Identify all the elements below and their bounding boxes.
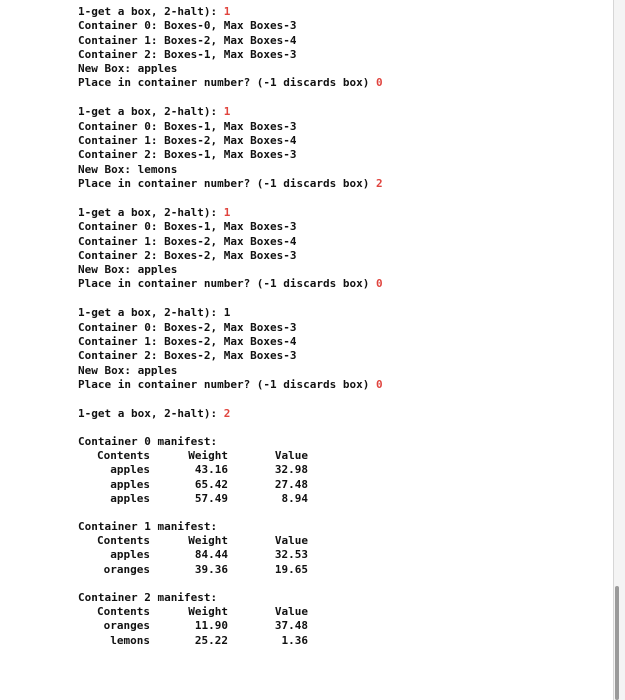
manifest-title-text: Container 0 manifest: xyxy=(78,434,218,448)
table-cell: apples xyxy=(110,548,150,562)
table-cell: 19.65 xyxy=(274,562,308,576)
container-status-text: Container 1: Boxes-2, Max Boxes-4 xyxy=(78,335,297,348)
container-status-text: Container 0: Boxes-0, Max Boxes-3 xyxy=(78,19,297,33)
blank-line xyxy=(78,421,598,435)
manifest-block xyxy=(78,520,598,577)
new-box-text: New Box: apples xyxy=(78,62,178,76)
new-box-text: New Box: apples xyxy=(78,363,178,377)
container-status-text: Container 0: Boxes-1, Max Boxes-3 xyxy=(78,119,297,133)
column-header: Contents xyxy=(97,534,150,548)
menu-prompt-text: 1-get a box, 2-halt): xyxy=(78,105,224,119)
place-answer-input: 0 xyxy=(376,76,383,90)
table-cell: 8.94 xyxy=(281,491,308,505)
place-answer-input: 0 xyxy=(376,377,383,391)
table-row xyxy=(78,634,598,648)
container-status-line xyxy=(78,134,598,148)
menu-prompt-line xyxy=(78,105,598,119)
manifest-block xyxy=(78,435,598,506)
menu-prompt-line xyxy=(78,306,598,320)
table-cell: apples xyxy=(110,463,150,477)
container-status-text: Container 2: Boxes-1, Max Boxes-3 xyxy=(78,148,297,162)
table-cell: 37.48 xyxy=(274,619,308,633)
table-cell: oranges xyxy=(103,562,150,576)
place-answer-input: 2 xyxy=(376,176,383,190)
container-status-line xyxy=(78,321,598,335)
blank-line xyxy=(78,577,598,591)
place-prompt-line xyxy=(78,76,598,90)
new-box-line xyxy=(78,62,598,76)
table-cell: 1.36 xyxy=(281,633,308,647)
final-choice-input: 2 xyxy=(223,406,231,420)
container-status-text: Container 2: Boxes-2, Max Boxes-3 xyxy=(78,248,297,262)
menu-choice-input: 1 xyxy=(223,105,231,119)
blank-line xyxy=(78,648,598,662)
table-cell: 27.48 xyxy=(274,477,308,491)
console-output xyxy=(78,0,598,662)
container-status-line xyxy=(78,19,598,33)
menu-prompt-line xyxy=(78,206,598,220)
manifest-title-text: Container 1 manifest: xyxy=(78,519,218,533)
table-cell: apples xyxy=(110,491,150,505)
vertical-scrollbar-thumb[interactable] xyxy=(615,586,619,700)
place-prompt-line xyxy=(78,378,598,392)
column-header: Contents xyxy=(97,605,150,619)
menu-prompt-text: 1-get a box, 2-halt): xyxy=(78,306,224,320)
menu-prompt-text: 1-get a box, 2-halt): xyxy=(78,205,224,219)
menu-choice-input: 1 xyxy=(223,205,231,219)
new-box-line xyxy=(78,263,598,277)
place-prompt-text: Place in container number? (-1 discards box) xyxy=(78,377,377,391)
final-prompt-text: 1-get a box, 2-halt): xyxy=(78,406,224,420)
table-cell: 84.44 xyxy=(194,548,228,562)
table-cell: 65.42 xyxy=(194,477,228,491)
table-cell: 11.90 xyxy=(194,619,228,633)
manifest-header-row xyxy=(78,449,598,463)
menu-prompt-text: 1-get a box, 2-halt): xyxy=(78,5,224,18)
table-row xyxy=(78,548,598,562)
container-status-line xyxy=(78,335,598,349)
blank-line xyxy=(78,506,598,520)
column-header: Value xyxy=(274,605,308,619)
container-status-text: Container 2: Boxes-1, Max Boxes-3 xyxy=(78,47,297,61)
final-prompt-line xyxy=(78,407,598,421)
new-box-text: New Box: apples xyxy=(78,263,178,277)
column-header: Value xyxy=(274,448,308,462)
container-status-line xyxy=(78,220,598,234)
menu-prompt-line xyxy=(78,5,598,19)
menu-choice-input: 1 xyxy=(223,5,231,18)
table-cell: 32.53 xyxy=(274,548,308,562)
table-row xyxy=(78,619,598,633)
table-cell: 57.49 xyxy=(194,491,228,505)
manifest-title xyxy=(78,520,598,534)
container-status-text: Container 1: Boxes-2, Max Boxes-4 xyxy=(78,234,297,248)
column-header: Weight xyxy=(188,448,228,462)
table-row xyxy=(78,492,598,506)
blank-line xyxy=(78,191,598,206)
place-prompt-text: Place in container number? (-1 discards box) xyxy=(78,176,377,190)
container-status-line xyxy=(78,148,598,162)
table-row xyxy=(78,463,598,477)
container-status-line xyxy=(78,249,598,263)
place-answer-input: 0 xyxy=(376,277,383,291)
container-status-line xyxy=(78,48,598,62)
table-cell: apples xyxy=(110,477,150,491)
container-status-text: Container 2: Boxes-2, Max Boxes-3 xyxy=(78,349,297,363)
menu-choice-input: 1 xyxy=(223,306,231,320)
container-status-text: Container 1: Boxes-2, Max Boxes-4 xyxy=(78,33,297,47)
container-status-line xyxy=(78,349,598,363)
container-status-text: Container 0: Boxes-1, Max Boxes-3 xyxy=(78,220,297,234)
manifest-header-row xyxy=(78,534,598,548)
table-cell: 32.98 xyxy=(274,463,308,477)
place-prompt-line xyxy=(78,277,598,291)
table-cell: lemons xyxy=(110,633,150,647)
place-prompt-text: Place in container number? (-1 discards box) xyxy=(78,76,377,90)
place-prompt-text: Place in container number? (-1 discards box) xyxy=(78,277,377,291)
container-status-text: Container 1: Boxes-2, Max Boxes-4 xyxy=(78,134,297,148)
manifest-title-text: Container 2 manifest: xyxy=(78,590,218,604)
table-row xyxy=(78,478,598,492)
blank-line xyxy=(78,91,598,106)
container-status-line xyxy=(78,235,598,249)
table-cell: 25.22 xyxy=(194,633,228,647)
column-header: Contents xyxy=(97,448,150,462)
manifest-block xyxy=(78,591,598,648)
manifest-title xyxy=(78,591,598,605)
container-status-line xyxy=(78,34,598,48)
table-cell: 43.16 xyxy=(194,463,228,477)
table-cell: oranges xyxy=(103,619,150,633)
place-prompt-line xyxy=(78,177,598,191)
blank-line xyxy=(78,392,598,407)
manifest-header-row xyxy=(78,605,598,619)
container-status-text: Container 0: Boxes-2, Max Boxes-3 xyxy=(78,320,297,334)
blank-line xyxy=(78,292,598,307)
container-status-line xyxy=(78,120,598,134)
table-row xyxy=(78,563,598,577)
manifest-title xyxy=(78,435,598,449)
new-box-text: New Box: lemons xyxy=(78,162,178,176)
column-header: Value xyxy=(274,534,308,548)
new-box-line xyxy=(78,163,598,177)
new-box-line xyxy=(78,364,598,378)
column-header: Weight xyxy=(188,534,228,548)
column-header: Weight xyxy=(188,605,228,619)
table-cell: 39.36 xyxy=(194,562,228,576)
